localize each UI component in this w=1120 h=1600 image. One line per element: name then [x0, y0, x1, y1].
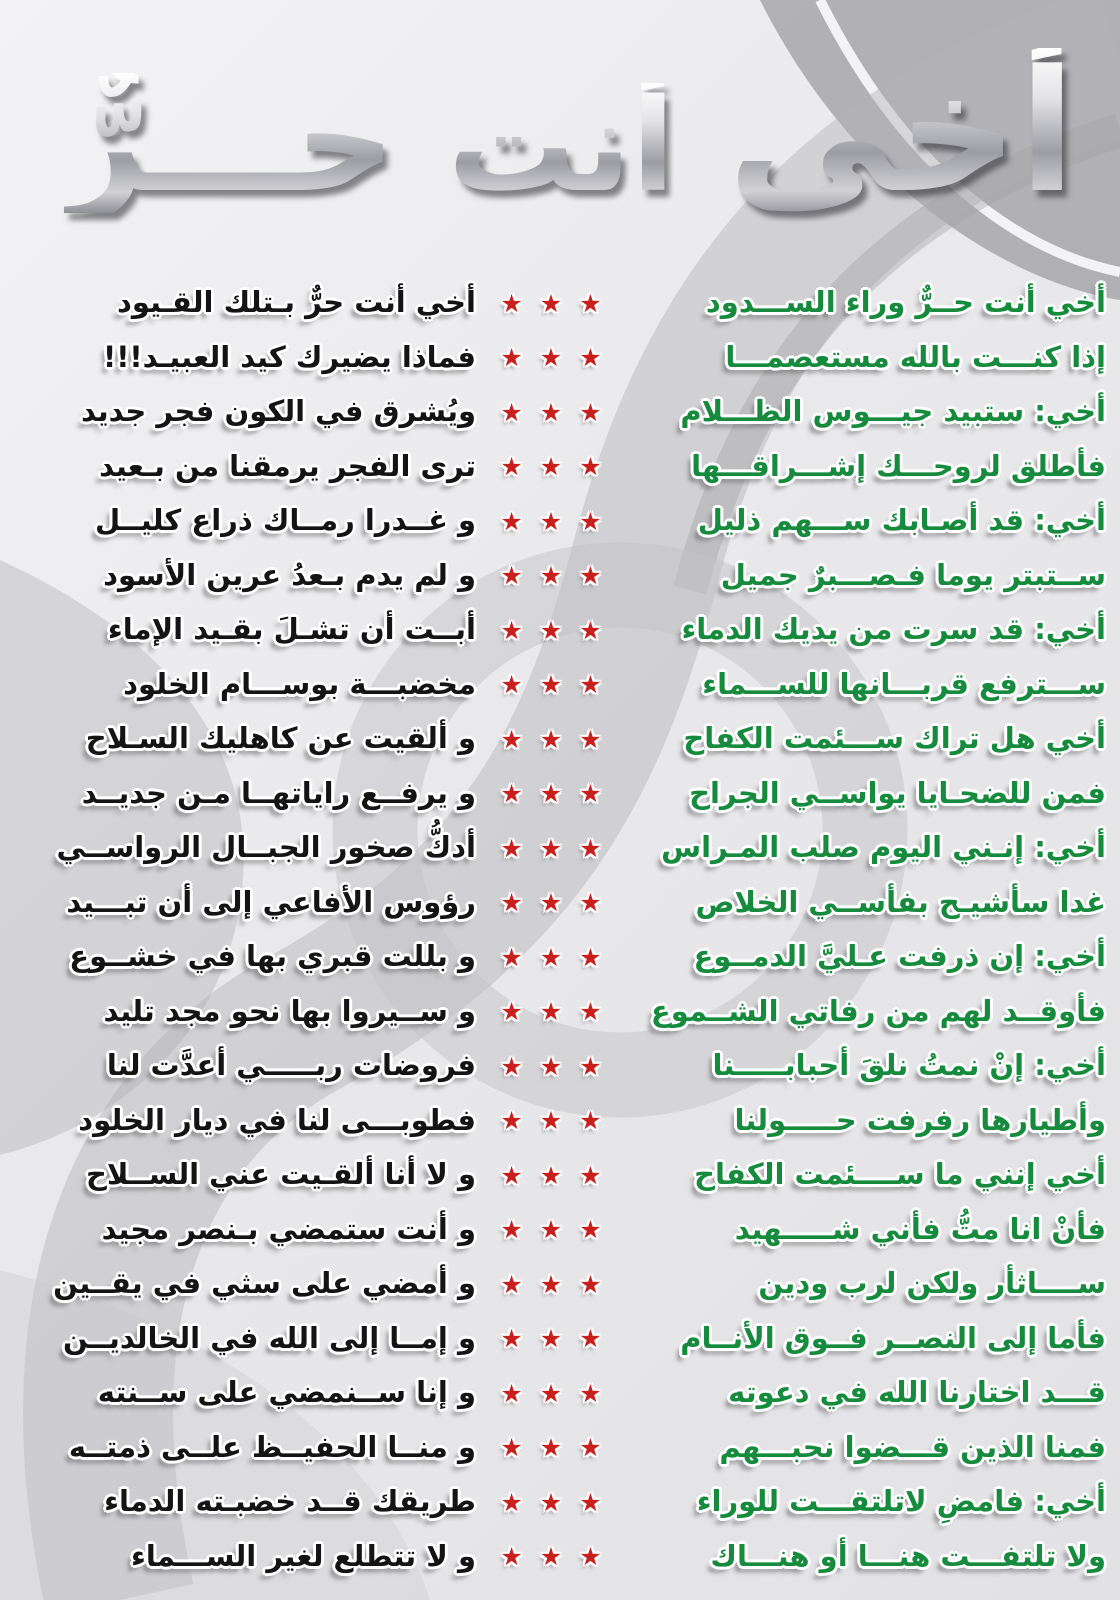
- verse-right-green: أخي: إن ذرفت عـليَّ الدمــوع: [693, 939, 1106, 974]
- star-icon: ★: [500, 888, 523, 918]
- star-icon: ★: [579, 1487, 602, 1517]
- verse-left-black: أبــت أن تشـلَ بقـيد الإماء: [107, 612, 476, 647]
- stars-divider: [476, 397, 626, 427]
- verse-right-green: أخي هل تراك ســـئمت الكفاح: [683, 721, 1106, 756]
- star-icon: ★: [579, 1433, 602, 1463]
- star-icon: ★: [579, 288, 602, 318]
- verse-row: [0, 1203, 1120, 1258]
- verse-right-green: أخي إنني ما ســــئمت الكفاح: [694, 1157, 1106, 1192]
- verse-right-green: فمن للضحـايا يواســي الجراح: [689, 775, 1106, 810]
- verses-list: [0, 276, 1120, 1600]
- verse-row: [0, 1312, 1120, 1367]
- verse-right-green: ســــاثأر ولكن لرب ودين: [758, 1266, 1106, 1301]
- star-icon: ★: [500, 833, 523, 863]
- stars-divider: [476, 1160, 626, 1190]
- verse-left-black: و منــا الحفيــظ علــى ذمتــه: [68, 1429, 476, 1464]
- stars-divider: [476, 1269, 626, 1299]
- star-icon: ★: [500, 1215, 523, 1245]
- verse-right-green: قـــد اختارنا الله في دعوته: [728, 1375, 1106, 1410]
- star-icon: ★: [579, 1160, 602, 1190]
- verse-row: [0, 1257, 1120, 1312]
- verse-left-black: طريقك قــد خضبـته الدماء: [104, 1484, 476, 1519]
- verse-right-green: غدا سأشيـح بفأســي الخلاص: [695, 884, 1106, 919]
- star-icon: ★: [539, 506, 563, 536]
- star-icon: ★: [539, 1542, 563, 1572]
- verse-row: [0, 985, 1120, 1040]
- star-icon: ★: [539, 833, 563, 863]
- verse-right-green: فمنا الذين قـــضوا نحبـــهم: [719, 1429, 1106, 1464]
- verse-right-green: إذا كنـــت بالله مستعصمـــا: [725, 339, 1106, 374]
- star-icon: ★: [539, 997, 563, 1027]
- verse-left-black: ترى الفجر يرمقنا من بـعيد: [99, 448, 476, 483]
- star-icon: ★: [539, 1106, 563, 1136]
- verse-left-black: رؤوس الأفاعي إلى أن تبـــيد: [66, 884, 476, 919]
- star-icon: ★: [500, 1160, 523, 1190]
- star-icon: ★: [500, 942, 523, 972]
- stars-divider: [476, 1378, 626, 1408]
- verse-right-green: أخي: قد أصـابك ســـهم ذليل: [697, 503, 1106, 538]
- title-word-akhi: أخي: [727, 34, 1076, 230]
- title-word-anta: أنت: [447, 72, 676, 221]
- verse-row: [0, 603, 1120, 658]
- star-icon: ★: [500, 997, 523, 1027]
- star-icon: ★: [579, 1269, 602, 1299]
- verse-row: [0, 1421, 1120, 1476]
- star-icon: ★: [500, 1324, 523, 1354]
- verse-row: [0, 494, 1120, 549]
- stars-divider: [476, 615, 626, 645]
- verse-right-green: أخي أنت حــرٌّ وراء الســـدود: [705, 285, 1106, 320]
- star-icon: ★: [500, 1487, 523, 1517]
- verse-left-black: أخي أنت حرٌّ بـتلك القـيود: [116, 285, 476, 320]
- star-icon: ★: [500, 452, 523, 482]
- verse-left-black: و لا تتطلع لغير الســـماء: [131, 1538, 476, 1573]
- stars-divider: [476, 779, 626, 809]
- star-icon: ★: [579, 1051, 602, 1081]
- stars-divider: [476, 997, 626, 1027]
- stars-divider: [476, 452, 626, 482]
- stars-divider: [476, 343, 626, 373]
- verse-left-black: فطوبـــى لنا في ديار الخلود: [78, 1102, 476, 1137]
- star-icon: ★: [539, 1215, 563, 1245]
- verse-row: [0, 1475, 1120, 1530]
- star-icon: ★: [539, 1378, 563, 1408]
- verse-row: [0, 767, 1120, 822]
- star-icon: ★: [500, 1106, 523, 1136]
- verse-left-black: ويُشرق في الكون فجر جديد: [81, 394, 476, 429]
- verse-right-green: ســتبتر يوما فـصـــبرٌ جميل: [720, 557, 1106, 592]
- verse-row: [0, 1148, 1120, 1203]
- verse-row: [0, 331, 1120, 386]
- star-icon: ★: [579, 833, 602, 863]
- star-icon: ★: [539, 1269, 563, 1299]
- star-icon: ★: [579, 397, 602, 427]
- verse-right-green: أخي: ستبيد جيـــوس الظـــلام: [680, 394, 1106, 429]
- verse-row: [0, 1039, 1120, 1094]
- star-icon: ★: [579, 724, 602, 754]
- star-icon: ★: [500, 724, 523, 754]
- verse-left-black: و لم يدم بـعدُ عرين الأسود: [103, 557, 476, 592]
- star-icon: ★: [539, 670, 563, 700]
- stars-divider: [476, 888, 626, 918]
- star-icon: ★: [579, 1378, 602, 1408]
- verse-right-green: وأطيارها رفرفت حـــــولنا: [734, 1102, 1106, 1137]
- stars-divider: [476, 1106, 626, 1136]
- verse-row: [0, 276, 1120, 331]
- star-icon: ★: [500, 1269, 523, 1299]
- star-icon: ★: [500, 1051, 523, 1081]
- stars-divider: [476, 670, 626, 700]
- star-icon: ★: [539, 1487, 563, 1517]
- verse-row: [0, 930, 1120, 985]
- star-icon: ★: [539, 561, 563, 591]
- verse-right-green: فأنْ انا متُّ فأني شـــــهيد: [734, 1211, 1106, 1246]
- verse-left-black: فروضات ربـــــي أعدَّت لنا: [106, 1048, 476, 1083]
- star-icon: ★: [579, 343, 602, 373]
- stars-divider: [476, 1215, 626, 1245]
- star-icon: ★: [539, 1433, 563, 1463]
- verse-right-green: فأما إلى النصــر فــوق الأنــام: [680, 1320, 1106, 1355]
- star-icon: ★: [539, 288, 563, 318]
- verse-left-black: و إنا ســنمضي على ســنته: [97, 1375, 476, 1410]
- star-icon: ★: [579, 452, 602, 482]
- star-icon: ★: [500, 670, 523, 700]
- star-icon: ★: [500, 288, 523, 318]
- star-icon: ★: [539, 1324, 563, 1354]
- star-icon: ★: [579, 670, 602, 700]
- star-icon: ★: [539, 397, 563, 427]
- verse-row: [0, 440, 1120, 495]
- star-icon: ★: [579, 1542, 602, 1572]
- star-icon: ★: [579, 997, 602, 1027]
- stars-divider: [476, 288, 626, 318]
- stars-divider: [476, 724, 626, 754]
- verse-left-black: و ألقيت عن كاهليك السـلاح: [85, 721, 476, 756]
- star-icon: ★: [500, 561, 523, 591]
- stars-divider: [476, 833, 626, 863]
- verse-left-black: و ســيروا بها نحو مجد تليد: [103, 993, 476, 1028]
- star-icon: ★: [539, 888, 563, 918]
- star-icon: ★: [579, 615, 602, 645]
- verse-left-black: و بللت قبري بها في خشــوع: [69, 939, 476, 974]
- stars-divider: [476, 1324, 626, 1354]
- star-icon: ★: [500, 506, 523, 536]
- star-icon: ★: [500, 779, 523, 809]
- verse-right-green: ولا تلتفـــت هنـــا أو هنـــاك: [710, 1538, 1106, 1573]
- star-icon: ★: [539, 615, 563, 645]
- verse-left-black: فماذا يضيرك كيد العبيـد!!!: [102, 339, 476, 374]
- verse-row: [0, 712, 1120, 767]
- verse-right-green: أخي: فامضِ لاتلتقـــت للوراء: [696, 1484, 1106, 1519]
- star-icon: ★: [500, 397, 523, 427]
- title-word-hurr: حـــرٌّ: [64, 61, 396, 224]
- stars-divider: [476, 561, 626, 591]
- stars-divider: [476, 1487, 626, 1517]
- star-icon: ★: [579, 506, 602, 536]
- verse-right-green: أخي: إنْ نمتُ نلقَ أحبابـــــنا: [712, 1048, 1106, 1083]
- poster-title: [0, 0, 1120, 272]
- verse-row: [0, 1366, 1120, 1421]
- star-icon: ★: [579, 1215, 602, 1245]
- star-icon: ★: [500, 1433, 523, 1463]
- verse-left-black: و أنت ستمضي بـنصر مجيد: [101, 1211, 476, 1246]
- star-icon: ★: [539, 452, 563, 482]
- verse-row: [0, 821, 1120, 876]
- star-icon: ★: [539, 343, 563, 373]
- stars-divider: [476, 506, 626, 536]
- star-icon: ★: [500, 1542, 523, 1572]
- verse-row: [0, 549, 1120, 604]
- verse-left-black: و يرفــع راياتهــا مـن جديــد: [81, 775, 476, 810]
- verse-row: [0, 658, 1120, 713]
- verse-row: [0, 1094, 1120, 1149]
- star-icon: ★: [579, 561, 602, 591]
- verse-right-green: ســـترفع قربـــانها للســـماء: [702, 666, 1106, 701]
- stars-divider: [476, 942, 626, 972]
- verse-row: [0, 385, 1120, 440]
- verse-left-black: و لا أنا ألقـيت عني الســلاح: [85, 1157, 476, 1192]
- verse-row: [0, 876, 1120, 931]
- verse-left-black: و أمضي على سثي في يقــين: [53, 1266, 476, 1301]
- star-icon: ★: [539, 1051, 563, 1081]
- star-icon: ★: [539, 724, 563, 754]
- verse-row: [0, 1530, 1120, 1585]
- verse-left-black: مخضبـــة بوســـام الخلود: [123, 666, 476, 701]
- star-icon: ★: [500, 343, 523, 373]
- verse-right-green: فأوقــد لهم من رفاتي الشــموع: [650, 993, 1106, 1028]
- verse-right-green: فأطلق لروحـــك إشـــراقـــها: [691, 448, 1106, 483]
- star-icon: ★: [539, 779, 563, 809]
- star-icon: ★: [579, 1324, 602, 1354]
- star-icon: ★: [579, 1106, 602, 1136]
- star-icon: ★: [500, 615, 523, 645]
- star-icon: ★: [539, 942, 563, 972]
- verse-right-green: أخي: قد سرت من يديك الدماء: [681, 612, 1106, 647]
- verse-left-black: و إمــا إلى الله في الخالديــن: [63, 1320, 476, 1355]
- star-icon: ★: [579, 942, 602, 972]
- stars-divider: [476, 1542, 626, 1572]
- star-icon: ★: [579, 779, 602, 809]
- stars-divider: [476, 1051, 626, 1081]
- stars-divider: [476, 1433, 626, 1463]
- verse-left-black: و غــدرا رمــاك ذراع كليــل: [95, 503, 476, 538]
- star-icon: ★: [539, 1160, 563, 1190]
- verse-left-black: أدكُّ صخور الجبــال الرواســي: [56, 830, 476, 865]
- star-icon: ★: [500, 1378, 523, 1408]
- star-icon: ★: [579, 888, 602, 918]
- verse-right-green: أخي: إنـني اليوم صلب المـراس: [661, 830, 1106, 865]
